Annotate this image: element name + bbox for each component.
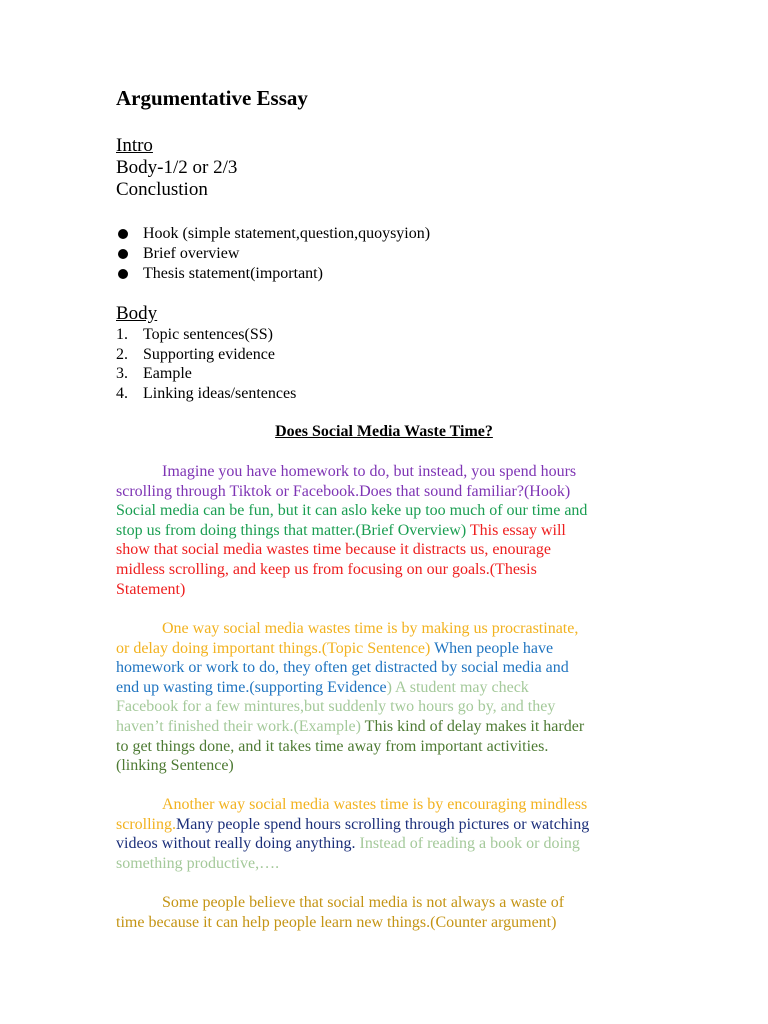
text-run: Many people spend hours scrolling through pictures or watching <box>176 815 590 833</box>
outline-intro: Intro <box>116 135 153 156</box>
list-text: Linking ideas/sentences <box>143 385 297 403</box>
text-run: videos without really doing anything. <box>116 835 360 853</box>
bullet-text: Hook (simple statement,question,quoysyion) <box>143 225 431 242</box>
essay-paragraph-counter <box>116 893 652 932</box>
paragraph-line <box>116 717 652 737</box>
paragraph-line: Facebook for a few mintures,but suddenly two hours go by, and they <box>116 698 556 716</box>
list-item <box>116 384 296 404</box>
list-item <box>116 345 296 365</box>
bullet-icon <box>118 269 128 279</box>
list-item <box>116 264 430 284</box>
essay-paragraph-body-1 <box>116 619 652 776</box>
paragraph-line <box>116 815 652 835</box>
list-item <box>116 244 430 264</box>
bullet-icon <box>118 229 128 239</box>
bullet-text: Brief overview <box>143 245 240 262</box>
paragraph-line: Imagine you have homework to do, but instead, you spend hours <box>162 463 577 480</box>
paragraph-line: Statement) <box>116 580 186 598</box>
essay-paragraph-body-2 <box>116 795 652 873</box>
document-title: Argumentative Essay <box>116 86 308 110</box>
list-item <box>116 224 430 244</box>
intro-bullet-list <box>116 224 430 284</box>
paragraph-line <box>116 639 652 659</box>
paragraph-line: scrolling through Tiktok or Facebook.Does that sound familiar?(Hook) <box>116 482 571 500</box>
list-number: 3. <box>116 365 128 383</box>
list-number: 1. <box>116 326 128 343</box>
essay-outline <box>116 135 237 201</box>
bullet-icon <box>118 249 128 259</box>
list-item <box>116 325 296 345</box>
text-run: This essay will <box>469 521 566 539</box>
text-run: This kind of delay makes it harder <box>364 717 585 735</box>
text-run: When people have <box>434 639 554 657</box>
body-heading: Body <box>116 303 158 324</box>
paragraph-line: (linking Sentence) <box>116 757 234 775</box>
list-number: 4. <box>116 385 128 403</box>
paragraph-line: homework or work to do, they often get distracted by social media and <box>116 659 569 677</box>
text-run: stop us from doing things that matter.(Brief Overview) <box>116 521 470 539</box>
list-text: Supporting evidence <box>143 345 275 363</box>
paragraph-line: Some people believe that social media is not always a waste of <box>162 894 565 911</box>
paragraph-line: show that social media wastes time because it distracts us, enourage <box>116 541 551 559</box>
list-number: 2. <box>116 345 128 363</box>
outline-conclusion: Conclustion <box>116 179 208 200</box>
paragraph-line: Another way social media wastes time is by encouraging mindless <box>162 796 588 813</box>
paragraph-line: time because it can help people learn new things.(Counter argument) <box>116 913 557 931</box>
essay-paragraph-intro <box>116 462 652 599</box>
text-run: Instead of reading a book or doing <box>359 835 580 853</box>
text-run: ) A student may check <box>386 678 529 696</box>
paragraph-line: Social media can be fun, but it can aslo keke up too much of our time and <box>116 502 588 520</box>
list-text: Eample <box>143 365 192 383</box>
text-run: end up wasting time.(supporting Evidence <box>116 678 387 696</box>
paragraph-line: One way social media wastes time is by making us procrastinate, <box>162 620 579 637</box>
paragraph-line <box>116 834 652 854</box>
outline-body: Body-1/2 or 2/3 <box>116 157 238 178</box>
essay-title: Does Social Media Waste Time? <box>275 423 493 440</box>
paragraph-line <box>116 521 652 541</box>
text-run: scrolling. <box>116 815 176 833</box>
text-run: haven’t finished their work.(Example) <box>116 717 365 735</box>
bullet-text: Thesis statement(important) <box>143 265 323 282</box>
text-run: or delay doing important things.(Topic Sentence) <box>116 639 435 657</box>
paragraph-line <box>116 678 652 698</box>
list-item <box>116 364 296 384</box>
paragraph-line: midless scrolling, and keep us from focusing on our goals.(Thesis <box>116 560 537 578</box>
body-numbered-list <box>116 325 296 404</box>
paragraph-line: something productive,…. <box>116 854 280 872</box>
list-text: Topic sentences(SS) <box>143 326 273 343</box>
paragraph-line: to get things done, and it takes time away from important activities. <box>116 737 549 755</box>
